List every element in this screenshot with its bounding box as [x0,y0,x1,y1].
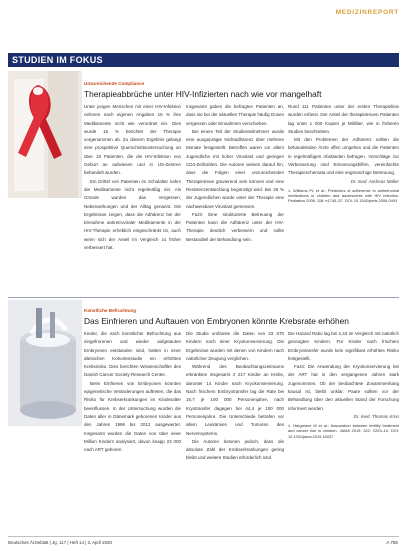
article2-photo [8,300,82,426]
article1-col2-para: Bei einem Teil der Studienteilnehmer wurde eine ausgeprägte Nichtadhärenz über mehrere Monate festgestellt. Betroffen waren vor allem Jugendliche mit hoher Viruslast und geringen CD4-Zellzahlen. Die Autoren weisen darauf hin, dass die Folgen einer unzureichenden Therapietreue gravierend sein können und eine Resistenzentwicklung begünstigt wird. Bei 26 % der Jugendlichen wurde unter der Therapie eine nachweisbare Viruslast gemessen. [186,128,284,209]
article2-col1-para: Kinder, die nach künstlicher Befruchtung aus eingefrorenen und wieder aufgetauten Embryonen entstanden sind, hatten in einer dänischen Kohortenstudie ein erhöhtes Krebsrisiko. Dies berichten Wissenschaftler des Danish Cancer Society Research Center. [84,331,181,378]
footer-rule [8,536,399,537]
section-band [8,53,399,67]
article2-col2-para: Die Autoren betonen jedoch, dass die absolute Zahl der Krebserkrankungen gering bleibt und weitere Studien erforderlich sind. [186,438,284,461]
article2-kicker: Künstliche Befruchtung [84,308,137,313]
red-ribbon-icon [8,71,82,198]
article1-references: 1. Williams PL et al.: Predictors of adherence to antiretroviral medications in children and adolescents with HIV infection. Pediatrics 2006; 118: e1745–57. DOI: 10.1542/peds.2006-0493 [288,187,399,204]
article2-col2-para: Die Studie umfasste die Daten von 33 070 Kindern nach einer Kryokonservierung. Die Ergebnisse wurden mit denen von Kindern nach natürlicher Zeugung verglichen. [186,331,284,361]
article1-col1-para: Ein Drittel von Patienten im Schulalter nahm die Medikamente nicht regelmäßig ein. Als Gründe wurden das Vergessen, Nebenwirkungen und der Alltag genannt. Die Ergebnisse zeigen, dass die Adhärenz bei der Einnahme antiretroviraler Medikamente in der HIV-Therapie erheblich eingeschränkt ist, auch wenn sich der Anteil im Vergleich zu früher verbessert hat. [84,178,181,251]
article2-col1-para: Beim Einfrieren von Embryonen könnten epigenetische Veränderungen auftreten, die das Risiko für Krebserkrankungen im Kindesalter beeinflussen. In der Untersuchung wurden die Daten aller in Dänemark geborenen Kinder aus den Jahren 1996 bis 2012 ausgewertet. Insgesamt wurden die Daten von über einer Million Kindern analysiert, davon knapp 23 000 nach ART geboren. [84,380,181,453]
article1-signature: Dr. med. Andreas Müller [350,178,399,184]
article2-signature: Dr. med. Thomas Kron [353,413,399,419]
article1-col1-para: Unter jungen Menschen mit einer HIV-Infektion nehmen nach eigenen Angaben 15 % ihre Medikamente nicht wie verordnet ein. Dies wurde 16 % berichtet der Therapie vorgenommen ab. Zu diesem Ergebnis gelangt eine prospektive Querschnittsuntersuchung an über 15 Patienten, die die HIV-Infektion von Geburt an aufwiesen und in US-Zentren behandelt wurden. [84,104,181,176]
article1-col3-para: Mit den Problemen der Adhärenz sollten die behandelnden Ärzte offen umgehen und die Patienten in regelmäßigen Abständen befragen. Vorschläge zur Verbesserung sind Erinnerungshilfen, vereinfachte Therapieschemata und eine engmaschige Betreuung. [288,137,399,176]
article1-col2-conclusion: Fazit: Eine strukturierte Betreuung der Patienten kann die Adhärenz unter der HIV-Therapie deutlich verbessern und sollte Bestandteil der Behandlung sein. [186,211,284,242]
footer-journal: Deutsches Ärzteblatt | Jg. 117 | Heft 14 | 3. April 2020 [8,540,112,545]
article2-column-2 [186,330,284,526]
article1-column-1 [84,103,181,295]
article1-photo [8,71,82,198]
article2-col2-para: Während des Beobachtungszeitraums erkrankten insgesamt 2 217 Kinder an Krebs, darunter 14 Kinder nach Kryokonservierung. Nach frischem Embryotransfer lag die Rate bei 16,7 je 100 000 Personenjahre, nach Kryotransfer dagegen bei 44,4 je 100 000 Personenjahre. Die Unterschiede betrafen vor allem Leukämien und Tumoren des Nervensystems. [186,364,284,436]
article1-headline: Therapieabbrüche unter HIV-Infizierten nach wie vor mangelhaft [84,89,322,99]
article1-column-3 [288,103,399,295]
article2-col3-para: Die Hazard Ratio lag bei 2,43 im Vergleich mit natürlich gezeugten Kindern. Für Kinder nach frischem Embryotransfer wurde kein signifikant erhöhtes Risiko festgestellt. [288,331,399,361]
article2-column-3 [288,330,399,526]
cryo-tank-icon [8,300,82,426]
article2-col3-conclusion: Fazit: Die Anwendung der Kryokonservierung bei der ART hat in den vergangenen Jahren stark zugenommen. Ob der beobachtete Zusammenhang kausal ist, bleibt unklar. Paare sollten vor der Behandlung über den aktuellen Stand der Forschung informiert werden. [288,364,399,411]
article1-col3-para: Rund 111 Patienten unter der ersten Therapielinie wurden erfasst. Der Anteil der therapietreuen Patienten lag unter 1 000 Kopien je Milliliter, wie in früheren Studien beschrieben. [288,104,399,134]
article2-references: 1. Hargreave M et al.: Association between fertility treatment and cancer risk in children. JAMA 2019; 322: 2203–10. DOI: 10.1001/jama.2019.18037 [288,423,399,439]
section-tag: MEDIZINREPORT [335,9,399,16]
article-divider [8,297,399,298]
section-band-title: STUDIEN IM FOKUS [12,55,103,65]
article1-column-2 [186,103,284,295]
article2-headline: Das Einfrieren und Auftauen von Embryonen könnte Krebsrate erhöhen [84,316,349,326]
article1-col2-para: Insgesamt gaben die befragten Patienten an, dass sie bei der aktuellen Therapie häufig Dosen vergessen oder Einnahmen verschieben. [186,104,284,126]
article1-kicker: Unzureichende Compliance [84,81,145,86]
article2-column-1 [84,330,181,526]
footer-page-number: A 755 [386,540,398,545]
